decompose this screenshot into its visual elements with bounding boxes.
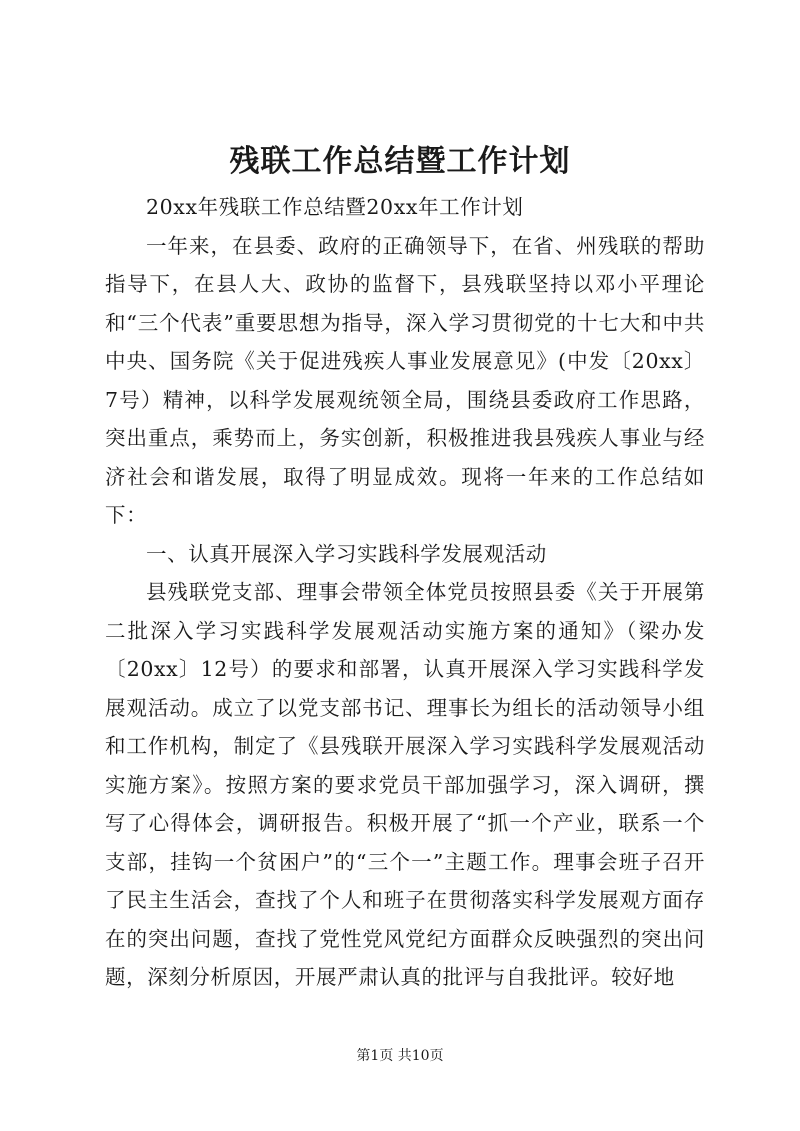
subtitle-paragraph: 20xx年残联工作总结暨20xx年工作计划 [146, 195, 524, 219]
page-number-footer: 第1页 共10页 [356, 1048, 444, 1064]
section-heading: 一、认真开展深入学习实践科学发展观活动 [146, 541, 547, 566]
page-title: 残联工作总结暨工作计划 [229, 144, 571, 179]
document-body [105, 188, 705, 997]
section-paragraph: 县残联党支部、理事会带领全体党员按照县委《关于开展第二批深入学习实践科学发展观活动实施方案的通知》（梁办发〔20xx〕12号）的要求和部署，认真开展深入学习实践科学发展观活动。成立了以党支部书记、理事长为组长的活动领导小组和工作机构，制定了《县残联开展深入学习实践科学发展观活动实施方案》。按照方案的要求党员干部加强学习，深入调研，撰写了心得体会，调研报告。积极开展了“抓一个产业，联系一个支部，挂钩一个贫困户”的“三个一”主题工作。理事会班子召开了民主生活会，查找了个人和班子在贯彻落实科学发展观方面存在的突出问题，查找了党性党风党纪方面群众反映强烈的突出问题，深刻分析原因，开展严肃认真的批评与自我批评。较好地 [105, 580, 705, 989]
intro-paragraph: 一年来，在县委、政府的正确领导下，在省、州残联的帮助指导下，在县人大、政协的监督下，县残联坚持以邓小平理论和“三个代表”重要思想为指导，深入学习贯彻党的十七大和中共中央、国务院《关于促进残疾人事业发展意见》(中发〔20xx〕7号）精神，以科学发展观统领全局，围绕县委政府工作思路，突出重点，乘势而上，务实创新，积极推进我县残疾人事业与经济社会和谐发展，取得了明显成效。现将一年来的工作总结如下： [105, 233, 705, 527]
